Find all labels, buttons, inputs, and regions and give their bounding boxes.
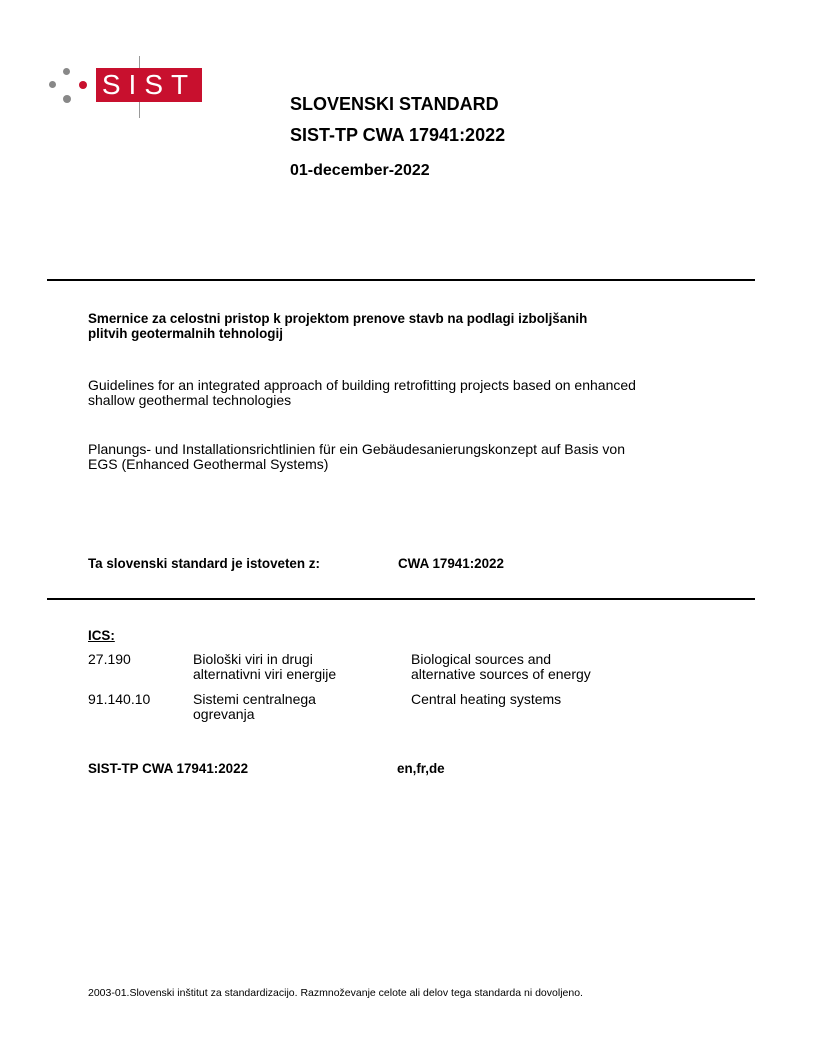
logo-dot — [63, 95, 71, 103]
identity-label: Ta slovenski standard je istoveten z: — [88, 556, 320, 571]
ics-line: ogrevanja — [193, 706, 255, 722]
title-slovenian — [88, 311, 587, 341]
middle-rule — [47, 598, 755, 600]
copyright-footer: 2003-01.Slovenski inštitut za standardizacijo. Razmnoževanje celote ali delov tega standarda ni dovoljeno. — [88, 987, 583, 999]
ics-line: Sistemi centralnega — [193, 691, 316, 707]
title-line: Smernice za celostni pristop k projektom prenove stavb na podlagi izboljšanih — [88, 311, 588, 326]
identity-value: CWA 17941:2022 — [398, 556, 504, 571]
sist-logo — [47, 56, 217, 120]
ics-line: Biološki viri in drugi — [193, 651, 313, 667]
ics-english — [411, 692, 561, 707]
top-rule — [47, 279, 755, 281]
ics-heading: ICS: — [88, 628, 115, 643]
standard-type: SLOVENSKI STANDARD — [290, 94, 499, 114]
logo-dot — [79, 81, 87, 89]
ics-line: Biological sources and — [411, 651, 552, 667]
ics-english — [411, 652, 591, 682]
logo-dot — [63, 68, 70, 75]
ics-code: 27.190 — [88, 651, 131, 667]
ics-line: alternative sources of energy — [411, 666, 591, 682]
standard-number: SIST-TP CWA 17941:2022 — [290, 125, 506, 145]
ics-code: 91.140.10 — [88, 691, 151, 707]
title-line: Guidelines for an integrated approach of building retrofitting projects based on enhanced — [88, 377, 636, 393]
title-line: plitvih geotermalnih tehnologij — [88, 326, 283, 341]
logo-text: SIST — [96, 68, 202, 102]
ics-slovenian — [193, 652, 336, 682]
ics-slovenian — [193, 692, 316, 722]
designation-languages: en,fr,de — [397, 761, 445, 776]
logo-dot — [49, 81, 56, 88]
title-english — [88, 378, 636, 408]
publication-date: 01-december-2022 — [290, 162, 430, 179]
title-line: shallow geothermal technologies — [88, 392, 292, 408]
title-line: EGS (Enhanced Geothermal Systems) — [88, 456, 329, 472]
title-german — [88, 442, 625, 472]
designation-code: SIST-TP CWA 17941:2022 — [88, 761, 249, 776]
title-line: Planungs- und Installationsrichtlinien für ein Gebäudesanierungskonzept auf Basis von — [88, 441, 626, 457]
ics-line: alternativni viri energije — [193, 666, 337, 682]
ics-line: Central heating systems — [411, 691, 562, 707]
